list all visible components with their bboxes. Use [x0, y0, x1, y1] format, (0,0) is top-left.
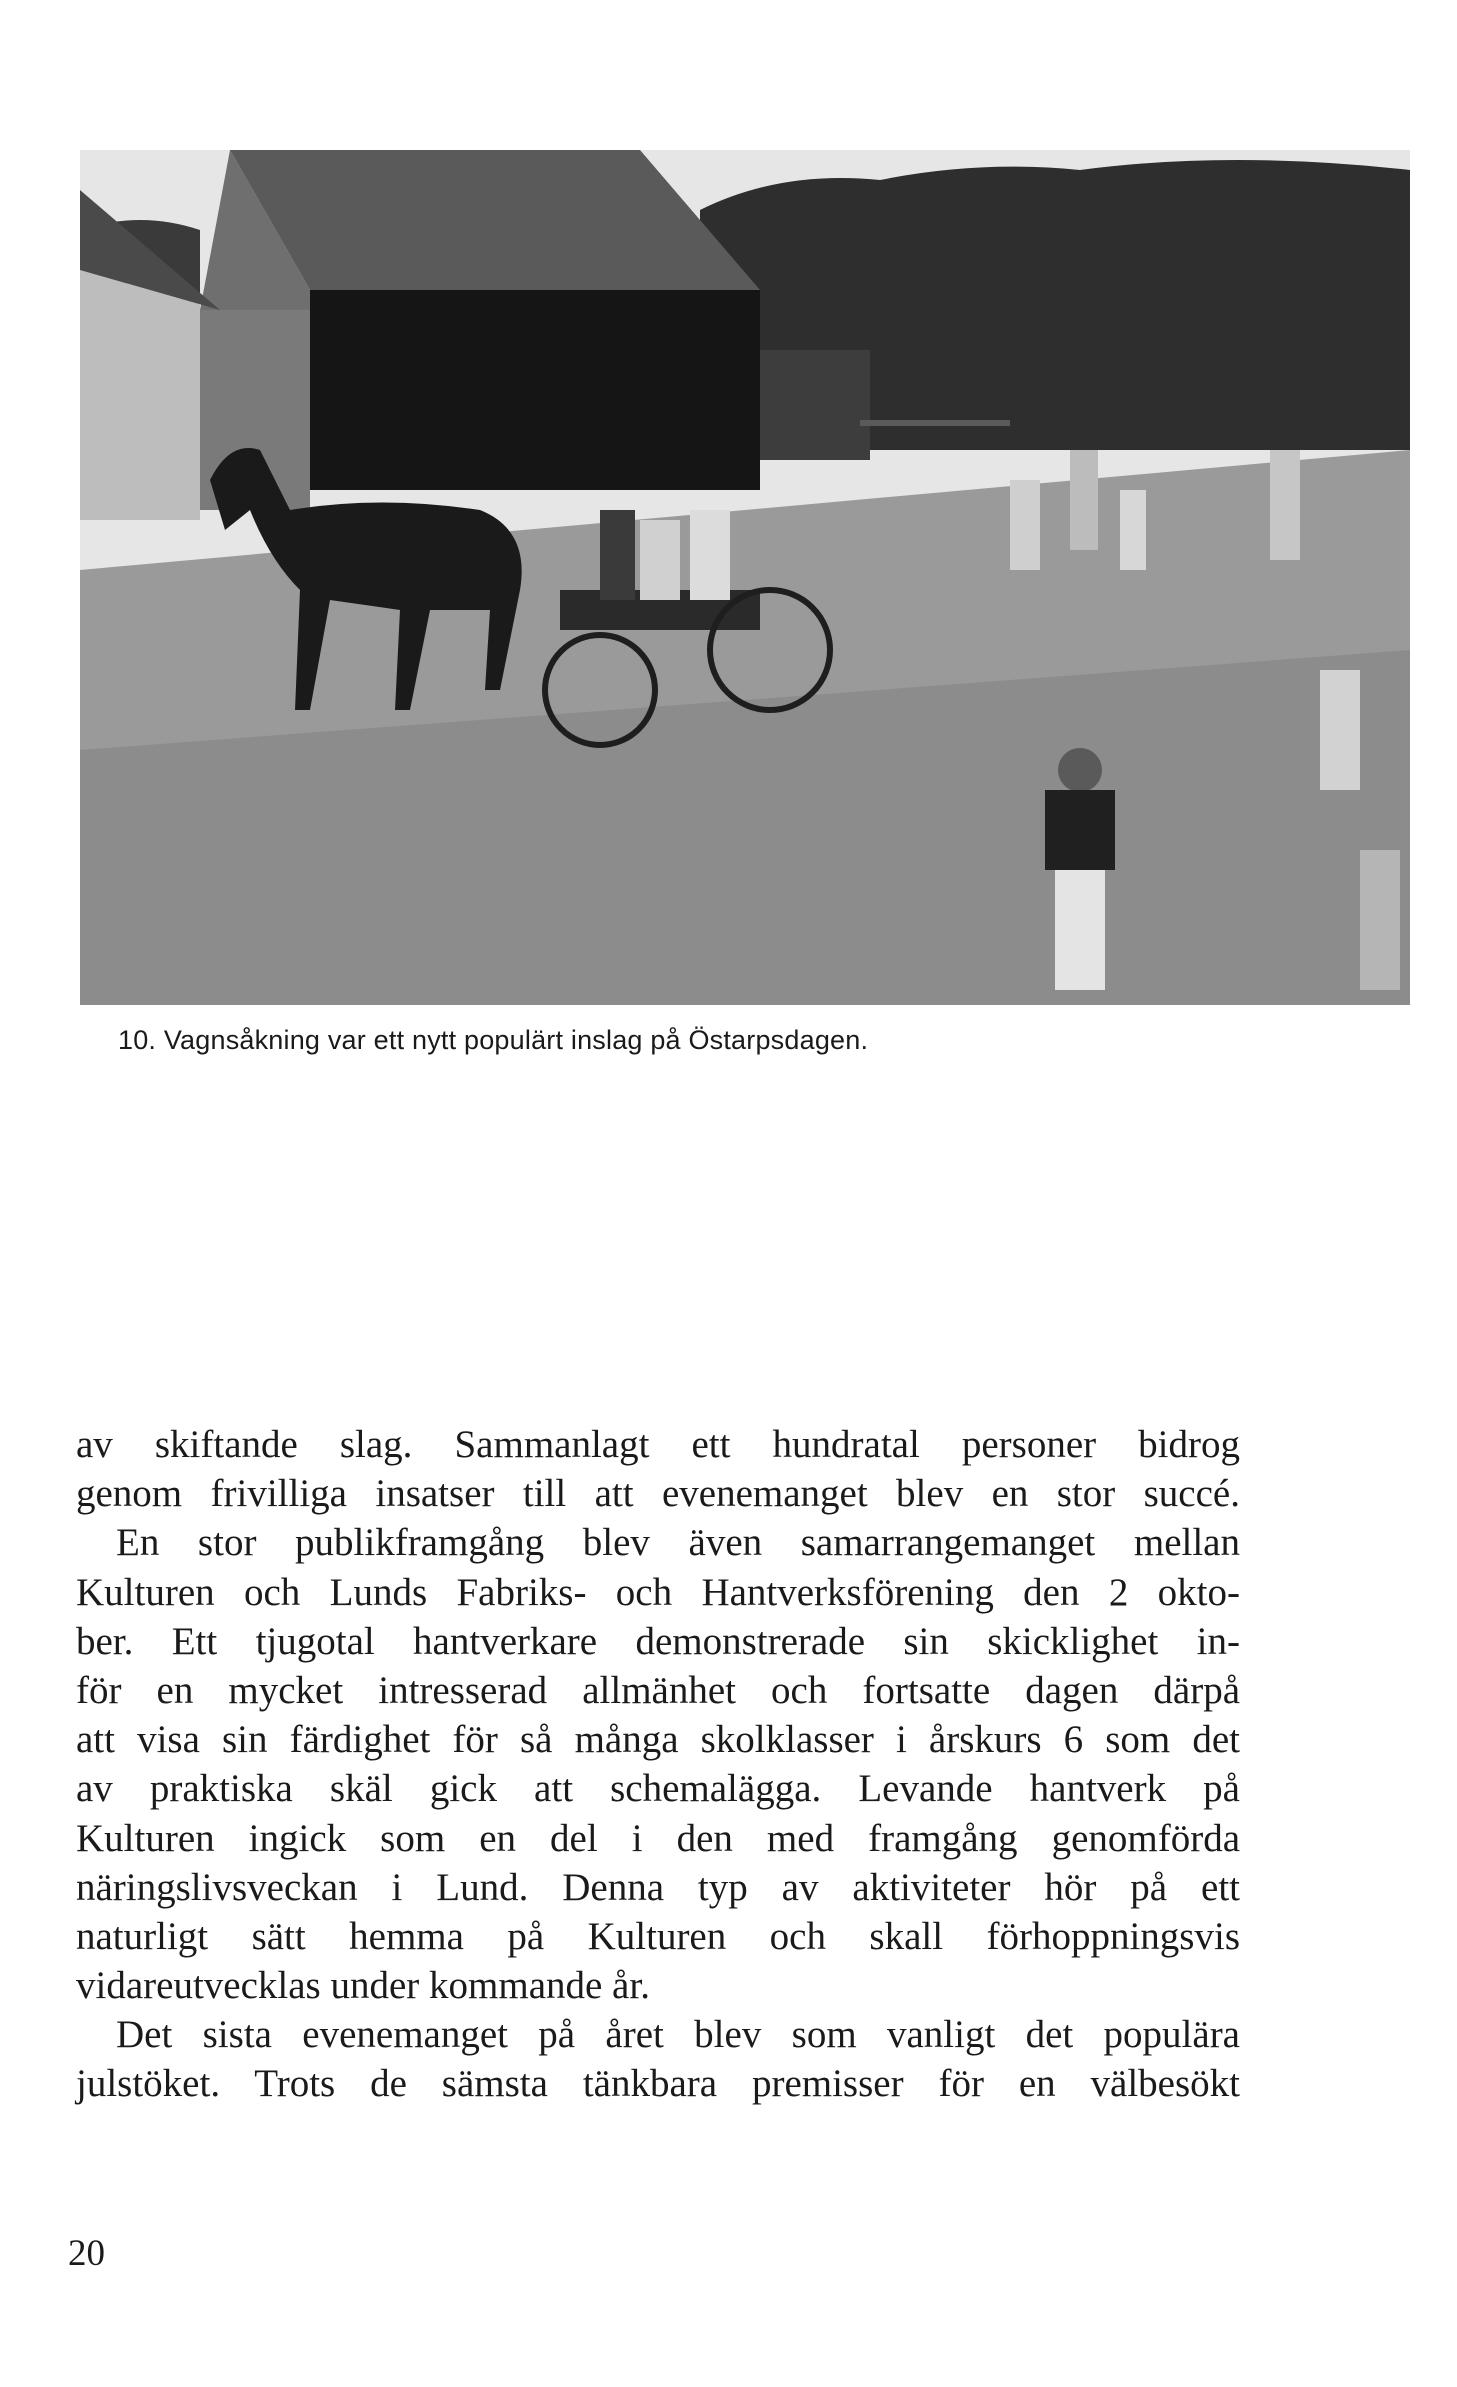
page-number: 20 — [68, 2233, 105, 2274]
body-line: vidareutvecklas under kommande år. — [76, 1964, 650, 2008]
body-line: att visa sin färdighet för så många skolklasser i årskurs 6 som det — [76, 1718, 1240, 1762]
photograph-wagon-ride — [80, 150, 1410, 1005]
body-line: av skiftande slag. Sammanlagt ett hundratal personer bidrog — [76, 1423, 1240, 1466]
body-line: Det sista evenemanget på året blev som vanligt det populära — [116, 2013, 1240, 2057]
body-line: av praktiska skäl gick att schemalägga. Levande hantverk på — [76, 1767, 1240, 1811]
body-line: Kulturen ingick som en del i den med framgång genomförda — [76, 1816, 1240, 1860]
photo-illustration — [80, 150, 1410, 1005]
body-line: Kulturen och Lunds Fabriks- och Hantverksförening den 2 okto- — [76, 1570, 1240, 1614]
body-text — [76, 1420, 1240, 2109]
body-line: En stor publikframgång blev även samarrangemanget mellan — [116, 1521, 1240, 1565]
figure-caption: 10. Vagnsåkning var ett nytt populärt inslag på Östarpsdagen. — [118, 1025, 869, 1055]
body-line: för en mycket intresserad allmänhet och fortsatte dagen därpå — [76, 1668, 1240, 1712]
body-line: julstöket. Trots de sämsta tänkbara premisser för en välbesökt — [76, 2062, 1240, 2106]
body-line: ber. Ett tjugotal hantverkare demonstrerade sin skicklighet in- — [76, 1619, 1240, 1663]
body-line: genom frivilliga insatser till att evenemanget blev en stor succé. — [76, 1472, 1240, 1516]
body-line: näringslivsveckan i Lund. Denna typ av aktiviteter hör på ett — [76, 1865, 1240, 1909]
body-line: naturligt sätt hemma på Kulturen och skall förhoppningsvis — [76, 1914, 1240, 1958]
